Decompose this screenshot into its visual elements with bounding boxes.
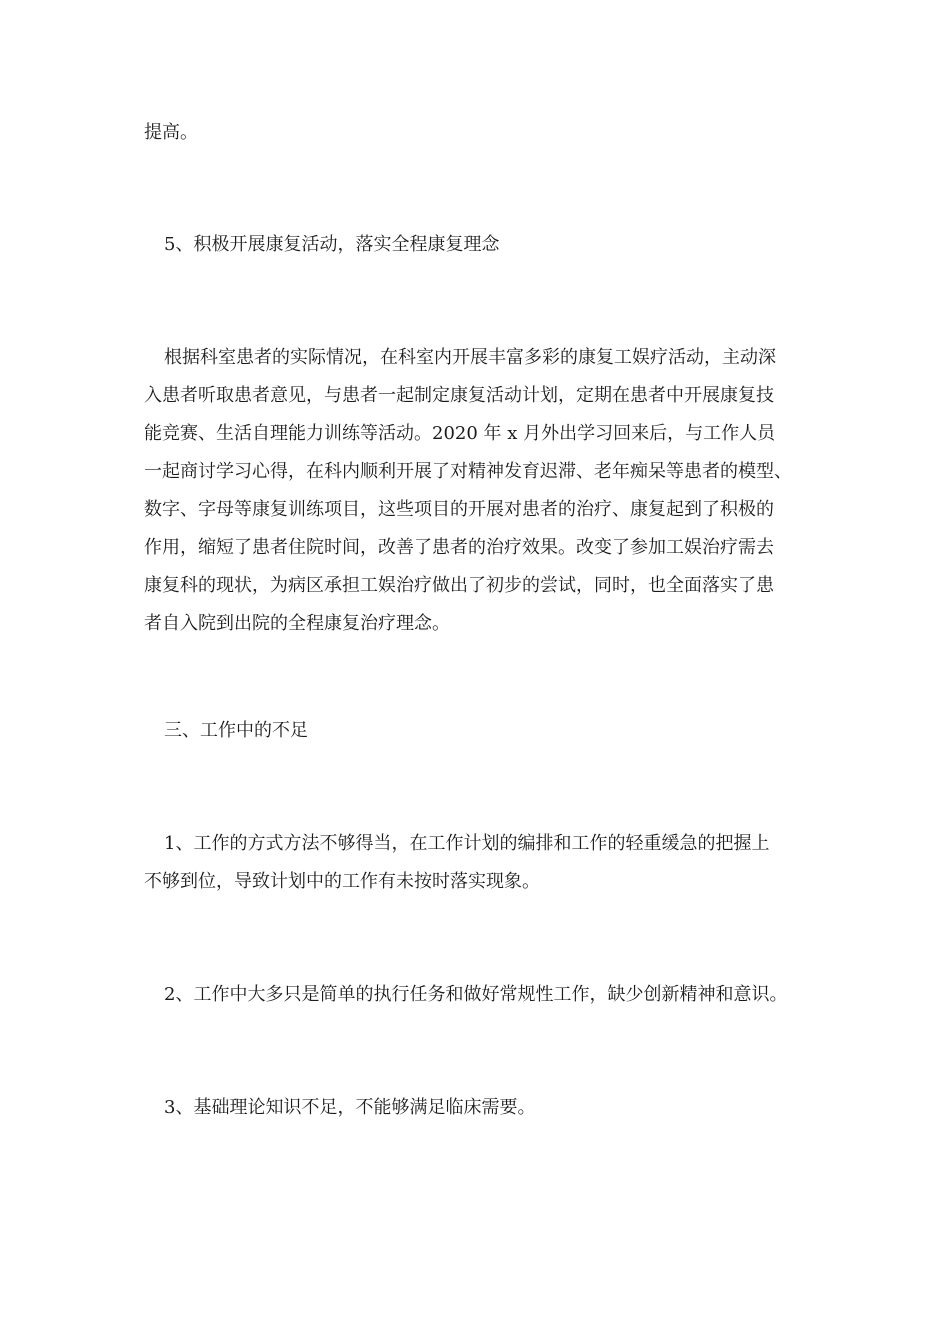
paragraph-line: 者自入院到出院的全程康复治疗理念。 (144, 613, 450, 634)
list-item-line: 不够到位，导致计划中的工作有未按时落实现象。 (144, 871, 540, 892)
paragraph-line: 一起商讨学习心得，在科内顺利开展了对精神发育迟滞、老年痴呆等患者的模型、 (144, 461, 792, 482)
continuation-text (144, 114, 808, 152)
list-item-line: 2、工作中大多只是简单的执行任务和做好常规性工作，缺少创新精神和意识。 (164, 984, 788, 1005)
paragraph-line: 康复科的现状，为病区承担工娱治疗做出了初步的尝试，同时，也全面落实了患 (144, 575, 774, 596)
list-item-1 (144, 825, 808, 901)
subsection-heading-5 (144, 226, 808, 264)
list-item-line: 3、基础理论知识不足，不能够满足临床需要。 (164, 1097, 536, 1118)
paragraph-line: 数字、字母等康复训练项目，这些项目的开展对患者的治疗、康复起到了积极的 (144, 499, 774, 520)
body-paragraph (144, 339, 808, 643)
text-line: 提高。 (144, 122, 198, 143)
list-item-line: 1、工作的方式方法不够得当，在工作计划的编排和工作的轻重缓急的把握上 (164, 833, 770, 854)
paragraph-line: 能竞赛、生活自理能力训练等活动。2020 年 x 月外出学习回来后，与工作人员 (144, 423, 776, 444)
paragraph-line: 作用，缩短了患者住院时间，改善了患者的治疗效果。改变了参加工娱治疗需去 (144, 537, 774, 558)
list-item-2 (144, 976, 808, 1014)
heading-text: 5、积极开展康复活动，落实全程康复理念 (164, 234, 500, 255)
paragraph-line: 入患者听取患者意见，与患者一起制定康复活动计划，定期在患者中开展康复技 (144, 385, 774, 406)
heading-text: 三、工作中的不足 (164, 720, 308, 741)
paragraph-line: 根据科室患者的实际情况，在科室内开展丰富多彩的康复工娱疗活动，主动深 (164, 347, 776, 368)
list-item-3 (144, 1089, 808, 1127)
section-heading-3 (144, 712, 808, 750)
